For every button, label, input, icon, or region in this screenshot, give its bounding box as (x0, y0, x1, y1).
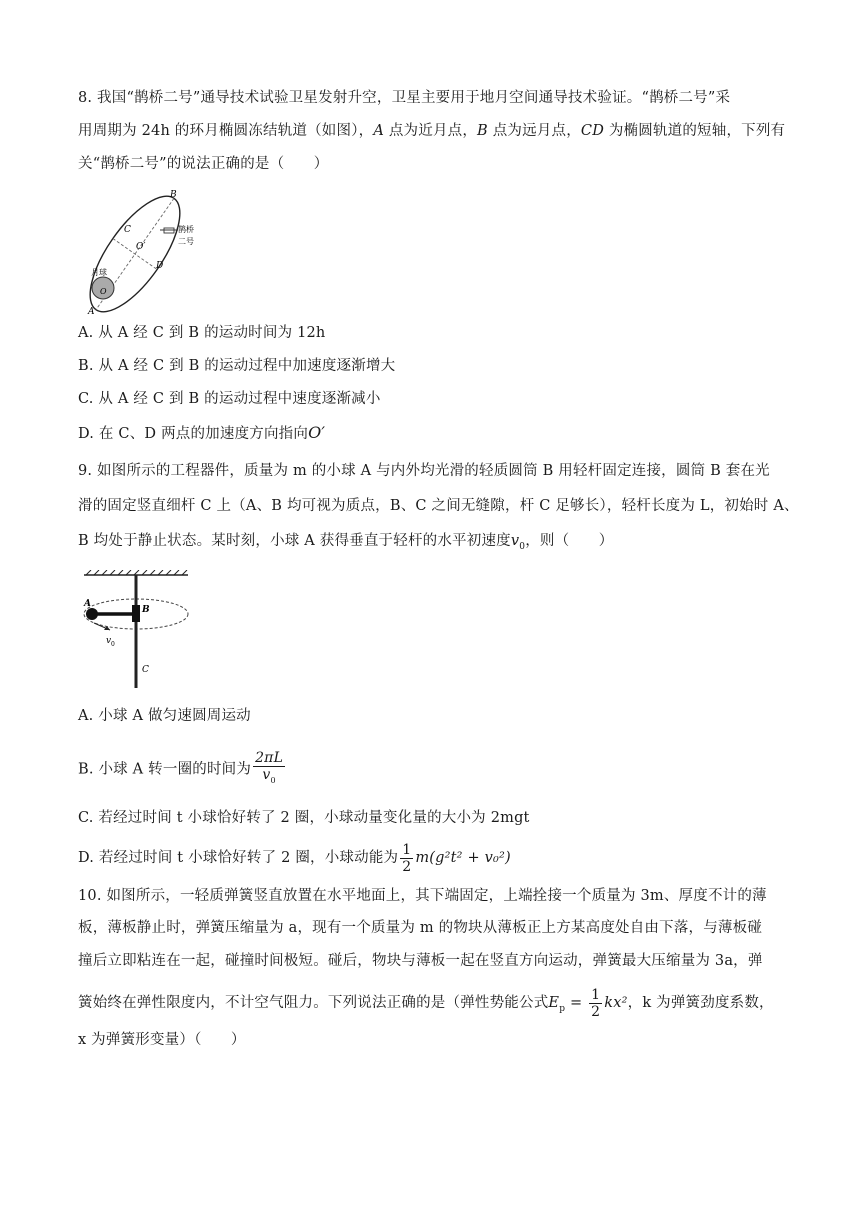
tube-B (132, 605, 140, 622)
label-D: D (156, 261, 164, 271)
q8-option-d: D. 在 C、D 两点的加速度方向指向O′ (78, 423, 326, 442)
q8-stem-line2: 用周期为 24h 的环月椭圆冻结轨道（如图），A 点为近月点，B 点为远月点，CD 为椭圆轨道的短轴，下列有 (78, 123, 786, 139)
ball-A (86, 608, 98, 620)
label-v0-sub: 0 (111, 641, 115, 648)
q8-option-b: B. 从 A 经 C 到 B 的运动过程中加速度逐渐增大 (78, 358, 396, 374)
minor-axis (113, 239, 157, 270)
q10-stem-line5: x 为弹簧形变量）（ ） (78, 1032, 246, 1048)
q10-stem-line3: 撞后立即粘连在一起，碰撞时间极短。碰后，物块与薄板一起在竖直方向运动，弹簧最大压缩量为 3a，弹 (78, 953, 763, 969)
q9-device-figure (80, 570, 210, 695)
label-A: A (88, 307, 95, 316)
label-moon: 月球 (91, 268, 107, 277)
q10-stem-line1: 10. 如图所示，一轻质弹簧竖直放置在水平地面上，其下端固定，上端拴接一个质量为 3m、厚度不计的薄 (78, 888, 767, 904)
label-B: B (170, 190, 177, 200)
label-C: C (142, 665, 149, 675)
q8-option-c: C. 从 A 经 C 到 B 的运动过程中速度逐渐减小 (78, 391, 381, 407)
label-sat-1: 鹊桥 (178, 225, 194, 234)
label-C: C (124, 225, 131, 235)
label-sat-2: 二号 (178, 237, 194, 246)
q9-stem-line2: 滑的固定竖直细杆 C 上（A、B 均可视为质点，B、C 之间无缝隙，杆 C 足够长），轻杆长度为 L，初始时 A、 (78, 498, 799, 514)
q10-stem-line4: 簧始终在弹性限度内，不计空气阻力。下列说法正确的是（弹性势能公式$E_p$ = $\frac{1}{2}$ kx²，k 为弹簧劲度系数， (78, 986, 774, 1020)
q9-option-c: C. 若经过时间 t 小球恰好转了 2 圈，小球动量变化量的大小为 2mgt (78, 810, 530, 826)
label-B: B (142, 605, 150, 615)
label-O-prime: O′ (136, 242, 146, 252)
q8-orbit-figure (80, 182, 220, 316)
q9-stem-line3: B 均处于静止状态。某时刻，小球 A 获得垂直于轻杆的水平初速度$v_0$，则（ ） (78, 533, 614, 552)
label-A: A (84, 599, 91, 609)
q9-option-a: A. 小球 A 做匀速圆周运动 (78, 708, 251, 724)
satellite-icon (160, 228, 178, 233)
q9-stem-line1: 9. 如图所示的工程器件，质量为 m 的小球 A 与内外均光滑的轻质圆筒 B 用轻杆固定连接，圆筒 B 套在光 (78, 463, 770, 479)
q8-stem-line1: 8. 我国“鹊桥二号”通导技术试验卫星发射升空，卫星主要用于地月空间通导技术验证。“鹊桥二号”采 (78, 90, 731, 106)
label-v0: v (106, 636, 112, 646)
q8-option-a: A. 从 A 经 C 到 B 的运动时间为 12h (78, 325, 326, 341)
q9-option-b: B. 小球 A 转一圈的时间为 $\frac{2\pi L}{v_0}$ (78, 750, 284, 785)
q9-option-d: D. 若经过时间 t 小球恰好转了 2 圈，小球动能为 $\frac{1}{2}$ m(g²t² + v₀²) (78, 841, 511, 875)
label-O: O (100, 287, 107, 296)
q8-stem-line3: 关“鹊桥二号”的说法正确的是（ ） (78, 156, 329, 172)
q10-stem-line2: 板，薄板静止时，弹簧压缩量为 a，现有一个质量为 m 的物块从薄板正上方某高度处自由下落，与薄板碰 (78, 920, 763, 936)
